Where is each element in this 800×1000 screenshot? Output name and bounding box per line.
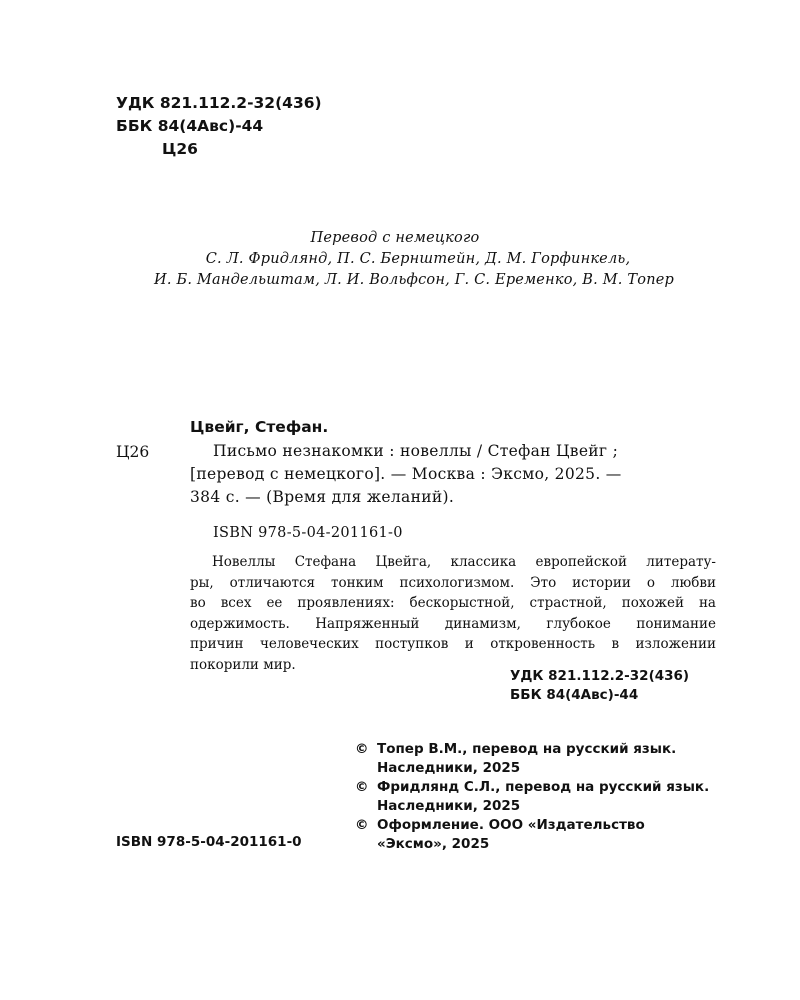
record-line-3: 384 с. — (Время для желаний). bbox=[190, 488, 455, 506]
copyright-text: Фридлянд С.Л., перевод на русский язык. bbox=[377, 779, 710, 795]
bbk-code: ББК 84(4Авс)-44 bbox=[116, 117, 264, 135]
translators-line-2: И. Б. Мандельштам, Л. И. Вольфсон, Г. С. Еременко, В. М. Топер bbox=[154, 272, 674, 288]
copyright-text: Наследники, 2025 bbox=[377, 760, 521, 776]
bottom-classification bbox=[510, 667, 689, 705]
bbk-code-bottom: ББК 84(4Авс)-44 bbox=[510, 687, 639, 703]
isbn-bottom: ISBN 978-5-04-201161-0 bbox=[116, 834, 302, 850]
copyright-icon: © bbox=[355, 741, 369, 757]
annotation-line: ры, отличаются тонким психологизмом. Это истории о любви bbox=[190, 574, 716, 591]
translators-line-1: С. Л. Фридлянд, П. С. Бернштейн, Д. М. Горфинкель, bbox=[205, 251, 631, 267]
annotation bbox=[190, 552, 716, 675]
translation-credits bbox=[0, 228, 800, 291]
copyright-text: Топер В.М., перевод на русский язык. bbox=[377, 741, 677, 757]
copyright-text: Оформление. ООО «Издательство bbox=[377, 817, 645, 833]
copyright-entry bbox=[355, 740, 709, 778]
top-classification bbox=[116, 92, 322, 161]
record-line-2: [перевод с немецкого]. — Москва : Эксмо, 2025. — bbox=[190, 465, 622, 483]
translation-heading: Перевод с немецкого bbox=[310, 230, 480, 246]
annotation-line: одержимость. Напряженный динамизм, глубокое понимание bbox=[190, 615, 716, 632]
copyright-text: «Эксмо», 2025 bbox=[377, 836, 490, 852]
annotation-line: Новеллы Стефана Цвейга, классика европейской литерату- bbox=[212, 554, 716, 570]
record-description bbox=[190, 440, 622, 509]
record-line-1: Письмо незнакомки : новеллы / Стефан Цвейг ; bbox=[213, 442, 619, 460]
copyright-entry bbox=[355, 816, 709, 854]
copyright-entry bbox=[355, 778, 709, 816]
udk-code: УДК 821.112.2-32(436) bbox=[116, 94, 322, 112]
copyright-icon: © bbox=[355, 779, 369, 795]
author-mark: Ц26 bbox=[162, 140, 198, 158]
record-author: Цвейг, Стефан. bbox=[190, 418, 329, 436]
copyright-block bbox=[355, 740, 709, 854]
annotation-line: причин человеческих поступков и откровенность в изложении bbox=[190, 636, 716, 652]
annotation-line: покорили мир. bbox=[190, 656, 296, 673]
record-isbn: ISBN 978-5-04-201161-0 bbox=[213, 525, 403, 541]
udk-code-bottom: УДК 821.112.2-32(436) bbox=[510, 668, 690, 684]
copyright-icon: © bbox=[355, 817, 369, 833]
annotation-line: во всех ее проявлениях: бескорыстной, страстной, похожей на bbox=[190, 595, 716, 611]
copyright-text: Наследники, 2025 bbox=[377, 798, 521, 814]
record-author-mark: Ц26 bbox=[116, 443, 150, 461]
